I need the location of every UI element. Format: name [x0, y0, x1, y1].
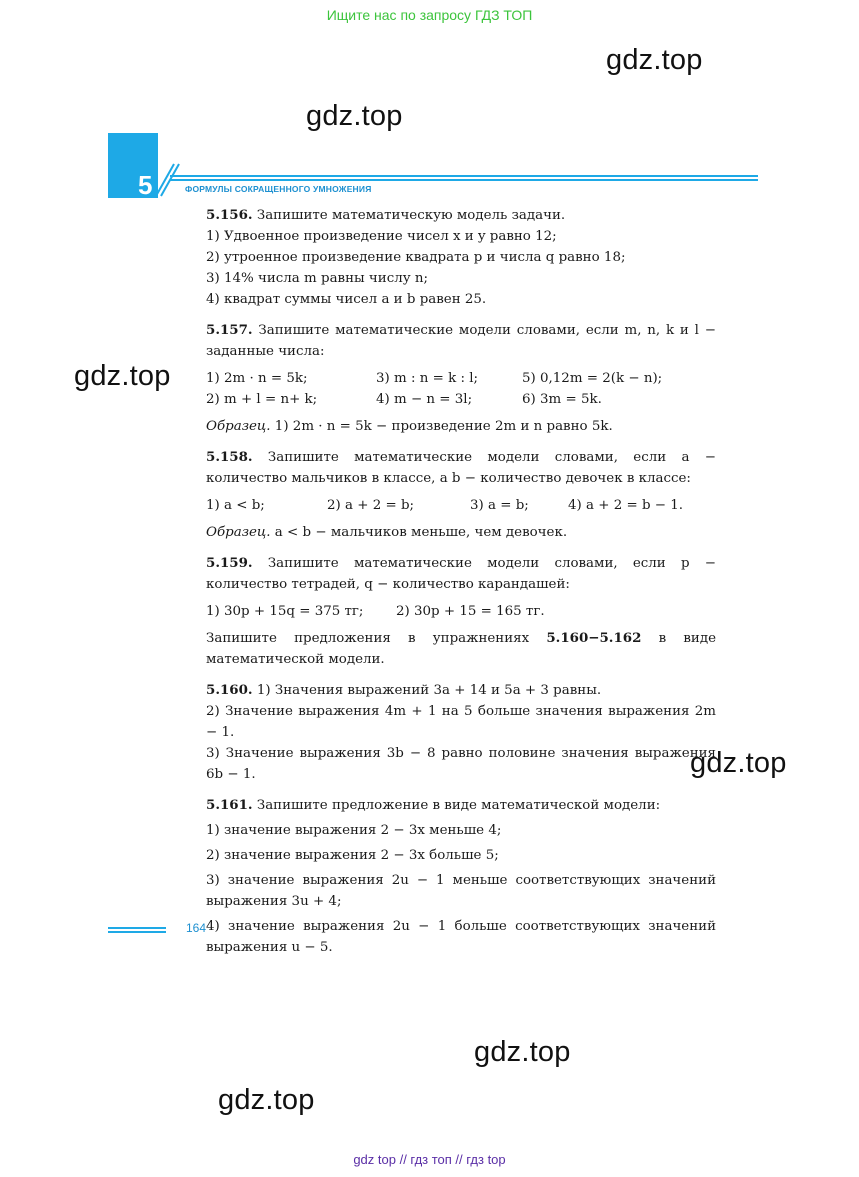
list-item: 1) значение выражения 2 − 3x меньше 4; [206, 823, 502, 838]
exercise-5-158: 5.158. Запишите математические модели словами, если a − количество мальчиков в классе, а b − количество девочек в классе: [206, 449, 716, 486]
formula-item: 2) a + 2 = b; [327, 498, 415, 513]
top-promo-text: Ищите нас по запросу ГДЗ ТОП [326, 7, 533, 23]
formula-item: 3) m : n = k : l; [376, 371, 479, 386]
page-content [184, 205, 716, 958]
footer-links[interactable]: gdz top // гдз топ // гдз top [353, 1152, 506, 1167]
formula-item: 2) m + l = n+ k; [206, 392, 318, 407]
chapter-number: 5 [138, 170, 153, 200]
list-item: 4) квадрат суммы чисел a и b равен 25. [206, 292, 487, 307]
list-item: 2) Значение выражения 4m + 1 на 5 больше значения выражения 2m − 1. [206, 704, 716, 740]
list-item: 3) Значение выражения 3b − 8 равно половине значения выражения 6b − 1. [206, 746, 716, 782]
exercise-5-161: 5.161. Запишите предложение в виде математической модели: [206, 797, 661, 813]
list-item: 3) 14% числа m равны числу n; [206, 271, 428, 286]
formula-row [184, 495, 716, 516]
formula-item: 1) a < b; [206, 498, 265, 513]
formula-item: 1) 30p + 15q = 375 тг; [206, 604, 364, 619]
list-item: 2) значение выражения 2 − 3x больше 5; [206, 848, 499, 863]
page-number-rule [108, 927, 166, 929]
formula-item: 5) 0,12m = 2(k − n); [522, 371, 663, 386]
watermark: gdz.top [306, 100, 403, 132]
formula-item: 3) a = b; [470, 498, 529, 513]
list-item: 3) значение выражения 2u − 1 меньше соответствующих значений выражения 3u + 4; [206, 873, 716, 909]
instruction-text: Запишите предложения в упражнениях 5.160−5.162 в виде математической модели. [206, 630, 716, 667]
formula-row [184, 389, 716, 410]
formula-item: 2) 30p + 15 = 165 тг. [396, 604, 545, 619]
watermark: gdz.top [690, 747, 787, 779]
chapter-title: ФОРМУЛЫ СОКРАЩЕННОГО УМНОЖЕНИЯ [185, 184, 372, 194]
formula-item: 4) a + 2 = b − 1. [568, 498, 684, 513]
formula-item: 1) 2m · n = 5k; [206, 371, 308, 386]
watermark: gdz.top [474, 1036, 571, 1068]
formula-item: 4) m − n = 3l; [376, 392, 473, 407]
exercise-5-156: 5.156. Запишите математическую модель задачи. [206, 207, 566, 223]
page-number-rule [108, 931, 166, 933]
sample-text: Образец. 1) 2m · n = 5k − произведение 2m и n равно 5k. [206, 419, 613, 434]
formula-row [184, 368, 716, 389]
list-item: 1) Удвоенное произведение чисел x и y равно 12; [206, 229, 557, 244]
page-number: 164 [186, 921, 207, 935]
formula-row [184, 601, 716, 622]
watermark: gdz.top [218, 1084, 315, 1116]
chapter-rule [170, 175, 758, 177]
formula-item: 6) 3m = 5k. [522, 392, 602, 407]
exercise-5-159: 5.159. Запишите математические модели словами, если p − количество тетрадей, q − количество карандашей: [206, 555, 716, 592]
exercise-5-157: 5.157. Запишите математические модели словами, если m, n, k и l − заданные числа: [206, 322, 716, 359]
sample-text: Образец. a < b − мальчиков меньше, чем девочек. [206, 525, 568, 540]
chapter-rule [170, 179, 758, 181]
watermark: gdz.top [606, 44, 703, 76]
list-item: 4) значение выражения 2u − 1 больше соответствующих значений выражения u − 5. [206, 919, 716, 955]
list-item: 2) утроенное произведение квадрата p и числа q равно 18; [206, 250, 626, 265]
watermark: gdz.top [74, 360, 171, 392]
exercise-5-160: 5.160. 1) Значения выражений 3a + 14 и 5a + 3 равны. [206, 682, 602, 698]
